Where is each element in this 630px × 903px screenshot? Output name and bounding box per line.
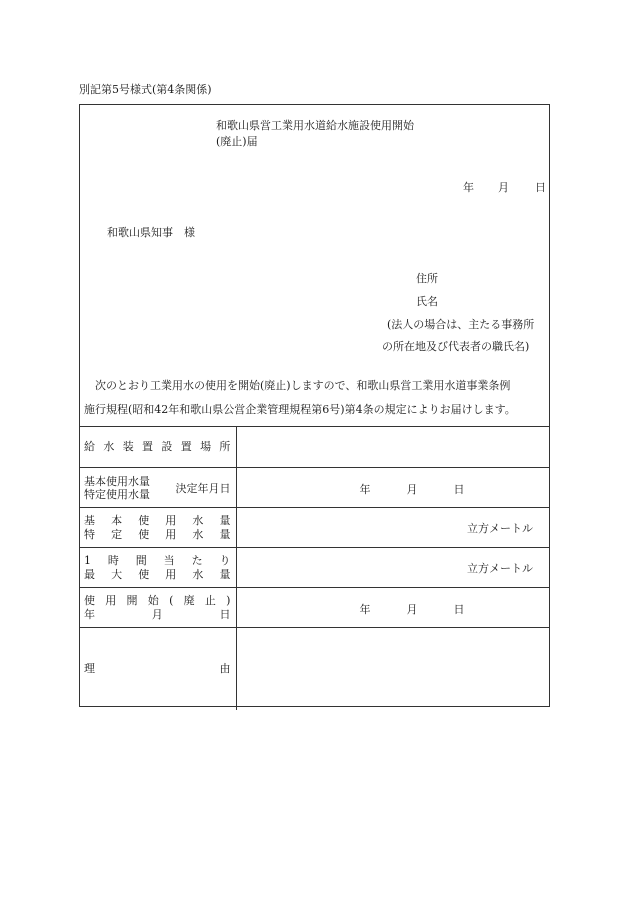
label-line-1 — [84, 514, 231, 528]
label-char: 由 — [219, 662, 231, 675]
label-char: 年 — [84, 607, 95, 621]
label-char: 水 — [192, 513, 204, 527]
table-row — [79, 628, 550, 711]
label-char: 最 — [84, 567, 95, 581]
date-day: 日 — [453, 602, 465, 616]
value-max-hourly-usage[interactable] — [236, 548, 550, 588]
table-row — [79, 427, 550, 468]
label-char: ) — [226, 593, 231, 607]
spread-label — [84, 440, 231, 454]
label-line-2 — [84, 568, 231, 582]
label-line-2 — [84, 528, 231, 542]
table-row — [79, 548, 550, 588]
label-char: 所 — [219, 440, 231, 453]
corporate-note-line-1: (法人の場合は、主たる事務所 — [387, 318, 535, 331]
value-reason[interactable] — [236, 628, 550, 711]
label-char: 水 — [192, 527, 204, 541]
name-label: 氏名 — [416, 295, 438, 308]
label-char: 特 — [84, 527, 95, 541]
label-char: 1 — [84, 553, 91, 567]
spread-label — [84, 662, 231, 676]
date-month: 月 — [406, 482, 418, 496]
twoline-label — [84, 554, 231, 582]
date-year: 年 — [359, 602, 371, 616]
label-char: 量 — [219, 513, 231, 527]
label-char: 用 — [165, 513, 177, 527]
label-decision-date — [79, 468, 236, 508]
label-reason — [79, 628, 236, 711]
label-line-1 — [84, 554, 231, 568]
label-char: 開 — [126, 593, 138, 607]
label-char: 止 — [204, 593, 216, 607]
label-stack — [84, 475, 150, 501]
date-day: 日 — [453, 482, 465, 496]
addressee: 和歌山県知事 様 — [107, 226, 195, 239]
label-start-date — [79, 588, 236, 628]
form-caption: 別記第5号様式(第4条関係) — [79, 83, 212, 96]
label-char: 置 — [180, 440, 192, 453]
label-char: 使 — [138, 567, 150, 581]
label-char: 定 — [111, 527, 123, 541]
label-char: 当 — [163, 553, 175, 567]
address-label: 住所 — [416, 272, 438, 285]
label-char: 時 — [107, 553, 119, 567]
corporate-note-line-2: の所在地及び代表者の職氏名) — [382, 340, 530, 353]
label-line-2 — [84, 608, 231, 622]
body-text-line-1: 次のとおり工業用水の使用を開始(廃止)しますので、和歌山県営工業用水道事業条例 — [95, 379, 511, 392]
label-char: ( — [169, 593, 174, 607]
label-char: 使 — [84, 593, 95, 607]
label-char: 置 — [142, 440, 154, 453]
label-char: 廃 — [183, 593, 195, 607]
label-basic-usage: 基本使用水量 — [84, 474, 150, 488]
label-water-volume — [79, 508, 236, 548]
label-decision-suffix: 決定年月日 — [175, 481, 231, 495]
label-char: 理 — [84, 662, 95, 675]
body-text-line-2: 施行規程(昭和42年和歌山県公営企業管理規程第6号)第4条の規定によりお届けします。 — [84, 403, 516, 416]
submission-date — [463, 179, 474, 195]
label-line-1 — [84, 594, 231, 608]
label-char: 給 — [84, 440, 95, 453]
label-char: 月 — [151, 607, 163, 621]
label-char: 設 — [161, 440, 173, 453]
label-max-hourly-usage — [79, 548, 236, 588]
label-char: た — [191, 553, 203, 567]
label-char: 使 — [138, 527, 150, 541]
label-char: 水 — [103, 440, 115, 453]
table-row — [79, 588, 550, 628]
value-start-date[interactable] — [236, 588, 550, 628]
unit-cubic-meters: 立方メートル — [467, 521, 533, 535]
title-line-2: (廃止)届 — [216, 135, 258, 148]
date-month: 月 — [498, 181, 509, 194]
form-title — [216, 118, 414, 150]
label-char: 用 — [165, 527, 177, 541]
table-row — [79, 508, 550, 548]
unit-cubic-meters: 立方メートル — [467, 561, 533, 575]
label-char: 基 — [84, 513, 95, 527]
application-table — [79, 426, 550, 710]
label-char: 場 — [200, 440, 212, 453]
label-char: 使 — [138, 513, 150, 527]
label-char: 用 — [105, 593, 117, 607]
label-char: 間 — [135, 553, 147, 567]
combo-label — [84, 475, 231, 501]
table-row — [79, 468, 550, 508]
label-char: 水 — [192, 567, 204, 581]
title-line-1: 和歌山県営工業用水道給水施設使用開始 — [216, 119, 414, 132]
label-char: 本 — [111, 513, 123, 527]
date-year: 年 — [463, 181, 474, 194]
label-char: 日 — [219, 607, 231, 621]
label-supply-location — [79, 427, 236, 468]
value-decision-date[interactable] — [236, 468, 550, 508]
twoline-label — [84, 514, 231, 542]
label-specific-usage: 特定使用水量 — [84, 487, 150, 501]
date-day: 日 — [535, 181, 546, 194]
label-char: 量 — [219, 567, 231, 581]
twoline-label — [84, 594, 231, 622]
label-char: 用 — [165, 567, 177, 581]
label-char: 量 — [219, 527, 231, 541]
label-char: 大 — [111, 567, 123, 581]
value-supply-location[interactable] — [236, 427, 550, 468]
label-char: 装 — [122, 440, 134, 453]
label-char: り — [219, 553, 231, 567]
date-month: 月 — [406, 602, 418, 616]
date-year: 年 — [359, 482, 371, 496]
value-water-volume[interactable] — [236, 508, 550, 548]
label-char: 始 — [147, 593, 159, 607]
